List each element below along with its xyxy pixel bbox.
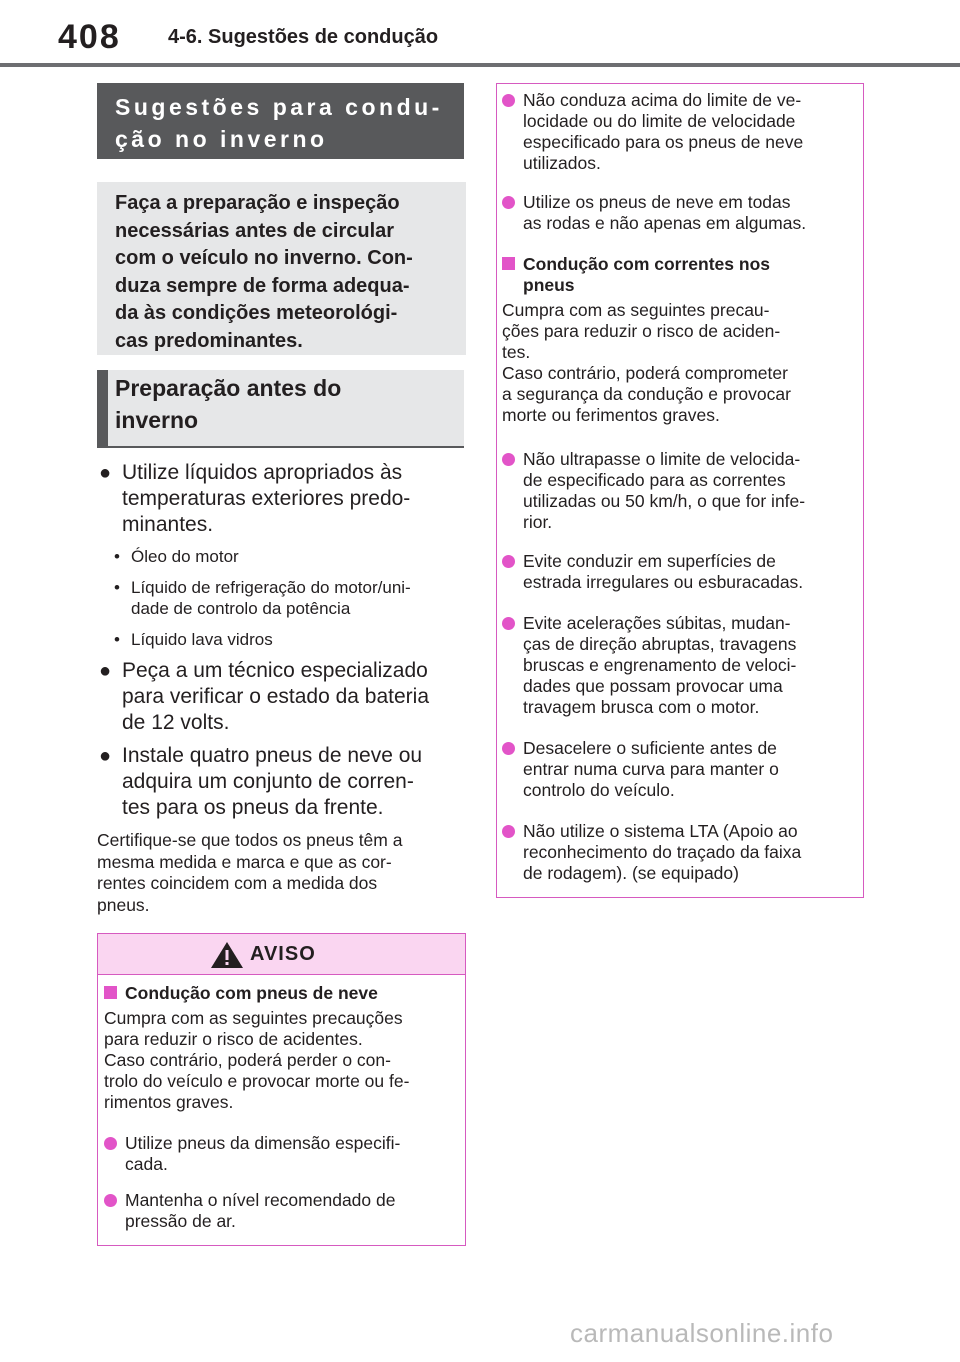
sub-bullet-item [114,629,464,650]
sub-bullet-icon: • [114,578,120,597]
warning-subheading [502,254,857,296]
intro-box [97,182,466,355]
intro-text: Faça a preparação e inspeção necessárias antes de circular com o veículo no inverno. Con- duza sempre de forma adequa- da às condições meteorológi- cas predominantes. [115,192,413,352]
circle-bullet-icon [502,742,515,755]
warning-item [502,192,857,234]
bullet-item [99,658,459,736]
warning-item [502,90,857,174]
warning-item [104,1133,459,1175]
circle-bullet-icon [502,196,515,209]
sub-bullet-icon: • [114,547,120,566]
warning-subheading-text: Condução com correntes nos pneus [523,254,770,295]
warning-title: AVISO [250,943,316,965]
circle-bullet-icon [502,453,515,466]
square-bullet-icon [104,986,117,999]
sub-bullet-text: Líquido lava vidros [131,630,273,649]
warning-item-text: Não conduza acima do limite de ve- locidade ou do limite de velocidade especificado para os pneus de neve utilizados. [523,90,804,173]
warning-paragraph: Cumpra com as seguintes precau- ções para reduzir o risco de aciden- tes. Caso contrário, poderá comprometer a segurança da condução e provocar morte ou ferimentos graves. [502,300,791,425]
warning-item [502,613,857,718]
circle-bullet-icon [104,1137,117,1150]
warning-item-text: Mantenha o nível recomendado de pressão de ar. [125,1190,396,1231]
sub-bullet-text: Óleo do motor [131,547,239,566]
warning-box-continued [496,83,864,898]
warning-item [502,449,857,533]
warning-header [98,934,465,975]
bullet-icon: ● [99,660,112,682]
sub-bullet-text: Líquido de refrigeração do motor/uni- dade de controlo da potência [131,578,411,618]
warning-item [104,1190,459,1232]
warning-item [502,738,857,801]
warning-box [97,933,466,1246]
header-rule [0,63,960,67]
circle-bullet-icon [502,94,515,107]
warning-triangle-icon [210,941,244,969]
circle-bullet-icon [502,825,515,838]
watermark: carmanualsonline.info [570,1318,834,1348]
square-bullet-icon [502,257,515,270]
warning-item-text: Desacelere o suficiente antes de entrar numa curva para manter o controlo do veículo. [523,738,779,800]
main-title-box [97,83,464,159]
page-number: 408 [58,18,121,56]
bullet-icon: ● [99,745,112,767]
warning-subheading [104,983,459,1004]
warning-item-text: Evite conduzir em superfícies de estrada irregulares ou esburacadas. [523,551,804,592]
warning-item-text: Utilize os pneus de neve em todas as rodas e não apenas em algumas. [523,192,807,233]
main-title: Sugestões para condu- ção no inverno [115,94,443,152]
subsection-title: Preparação antes do inverno [115,375,342,433]
warning-item [502,551,857,593]
warning-item-text: Não utilize o sistema LTA (Apoio ao reconhecimento do traçado da faixa de rodagem). (se equipado) [523,821,802,883]
warning-item-text: Evite acelerações súbitas, mudan- ças de direção abruptas, travagens bruscas e engrenamento de veloci- dades que possam provocar uma travagem brusca com o motor. [523,613,797,717]
paragraph: Certifique-se que todos os pneus têm a mesma medida e marca e que as cor- rentes coincidem com a medida dos pneus. [97,830,403,915]
warning-item-text: Não ultrapasse o limite de velocida- de especificado para as correntes utilizadas ou 50 km/h, o que for infe- rior. [523,449,806,532]
warning-item [502,821,857,884]
sub-bullet-icon: • [114,630,120,649]
bullet-icon: ● [99,462,112,484]
bullet-text: Instale quatro pneus de neve ou adquira um conjunto de corren- tes para os pneus da frente. [122,744,423,819]
circle-bullet-icon [502,555,515,568]
warning-paragraph: Cumpra com as seguintes precauções para reduzir o risco de acidentes. Caso contrário, poderá perder o con- trolo do veículo e provocar morte ou fe- rimentos graves. [104,1008,410,1112]
bullet-text: Utilize líquidos apropriados às temperaturas exteriores predo- minantes. [122,461,411,536]
warning-item-text: Utilize pneus da dimensão especifi- cada. [125,1133,401,1174]
sub-bullet-item [114,546,464,567]
circle-bullet-icon [104,1194,117,1207]
subsection-title-box [97,370,464,448]
subsection-title-bar [97,370,108,446]
sub-bullet-item [114,577,464,619]
warning-subheading-text: Condução com pneus de neve [125,983,378,1003]
bullet-item [99,743,459,821]
bullet-text: Peça a um técnico especializado para verificar o estado da bateria de 12 volts. [122,659,430,734]
bullet-item [99,460,459,538]
circle-bullet-icon [502,617,515,630]
section-title: 4-6. Sugestões de condução [168,26,439,48]
